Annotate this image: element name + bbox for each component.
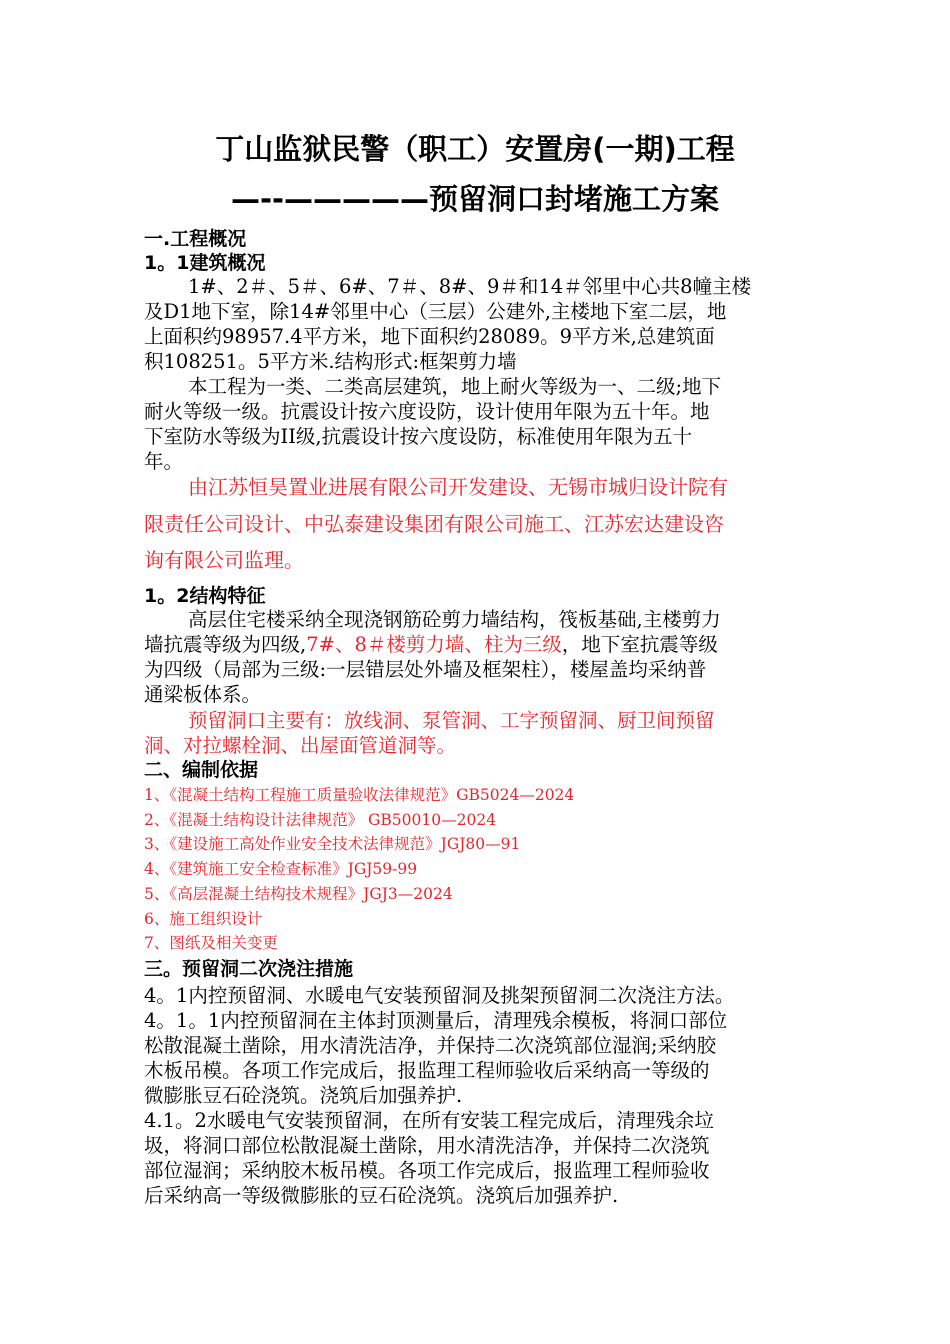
- text-span: ，地下室抗震等级: [561, 633, 718, 656]
- section-2-heading: 二、编制依据: [144, 759, 259, 781]
- paragraph-line: 圾，将洞口部位松散混凝土凿除，用水清洗洁净，并保持二次浇筑: [144, 1134, 710, 1157]
- reference-item: 4、《建筑施工安全检查标准》JGJ59-99: [144, 860, 418, 878]
- reference-item: 3、《建设施工高处作业安全技术法律规范》JGJ80—91: [144, 835, 521, 853]
- developer-paragraph-line: 限责任公司设计、中弘泰建设集团有限公司施工、江苏宏达建设咨: [144, 512, 724, 536]
- paragraph-line: 4.1。2水暖电气安装预留洞，在所有安装工程完成后，清理残余垃: [144, 1109, 714, 1132]
- paragraph-line: 本工程为一类、二类高层建筑，地上耐火等级为一、二级;地下: [188, 375, 722, 398]
- highlighted-text: 7#、8＃楼剪力墙、柱为三级: [306, 633, 562, 656]
- reference-item: 1、《混凝土结构工程施工质量验收法律规范》GB5024—2024: [144, 786, 575, 804]
- developer-paragraph-line: 由江苏恒昊置业进展有限公司开发建设、无锡市城归设计院有: [188, 475, 728, 499]
- paragraph-line: 高层住宅楼采纳全现浇钢筋砼剪力墙结构，筏板基础,主楼剪力: [188, 608, 721, 631]
- reference-item: 5、《高层混凝土结构技术规程》JGJ3—2024: [144, 885, 453, 903]
- reference-item: 7、图纸及相关变更: [144, 934, 278, 952]
- paragraph-line: 1#、2＃、5＃、6#、7＃、8#、9＃和14＃邻里中心共8幢主楼: [188, 275, 752, 298]
- title-line-1: 丁山监狱民警（职工）安置房(一期)工程: [215, 132, 735, 166]
- section-3-heading: 三。预留洞二次浇注措施: [144, 958, 354, 980]
- reference-item: 2、《混凝土结构设计法律规范》 GB50010—2024: [144, 811, 497, 829]
- reference-item: 6、施工组织设计: [144, 910, 263, 928]
- section-1-2-heading: 1。2结构特征: [144, 585, 266, 607]
- paragraph-line: 积108251。5平方米.结构形式:框架剪力墙: [144, 350, 517, 373]
- section-1-1-heading: 1。1建筑概况: [144, 252, 266, 274]
- title-line-2: —--—————预留洞口封堵施工方案: [230, 182, 720, 216]
- paragraph-line: 为四级（局部为三级:一层错层处外墙及框架柱），楼屋盖均采纳普: [144, 658, 707, 681]
- text-span: 墙抗震等级为四级,: [144, 633, 307, 656]
- paragraph-line: [144, 632, 808, 657]
- paragraph-line: 年。: [144, 450, 184, 473]
- paragraph-line: 上面积约98957.4平方米，地下面积约28089。9平方米,总建筑面: [144, 325, 715, 348]
- paragraph-line: 微膨胀豆石砼浇筑。浇筑后加强养护.: [144, 1084, 463, 1107]
- paragraph-line: 下室防水等级为II级,抗震设计按六度设防，标准使用年限为五十: [144, 425, 693, 448]
- paragraph-line: 后采纳高一等级微膨胀的豆石砼浇筑。浇筑后加强养护.: [144, 1184, 619, 1207]
- paragraph-line: 耐火等级一级。抗震设计按六度设防，设计使用年限为五十年。地: [144, 400, 710, 423]
- paragraph-line: 及D1地下室，除14#邻里中心（三层）公建外,主楼地下室二层，地: [144, 300, 727, 323]
- openings-paragraph-line: 预留洞口主要有：放线洞、泵管洞、工字预留洞、厨卫间预留: [188, 709, 715, 732]
- paragraph-line: 松散混凝土凿除，用水清洗洁净，并保持二次浇筑部位湿润;采纳胶: [144, 1034, 717, 1057]
- paragraph-line: 通梁板体系。: [144, 683, 262, 706]
- openings-paragraph-line: 洞、对拉螺栓洞、出屋面管道洞等。: [144, 734, 457, 757]
- paragraph-line: 4。1内控预留洞、水暖电气安装预留洞及挑架预留洞二次浇注方法。: [144, 984, 735, 1007]
- developer-paragraph-line: 询有限公司监理。: [144, 548, 304, 572]
- paragraph-line: 部位湿润；采纳胶木板吊模。各项工作完成后，报监理工程师验收: [144, 1159, 710, 1182]
- paragraph-line: 4。1。1内控预留洞在主体封顶测量后，清理残余模板，将洞口部位: [144, 1009, 728, 1032]
- paragraph-line: 木板吊模。各项工作完成后，报监理工程师验收后采纳高一等级的: [144, 1059, 710, 1082]
- section-1-heading: 一.工程概况: [144, 228, 247, 250]
